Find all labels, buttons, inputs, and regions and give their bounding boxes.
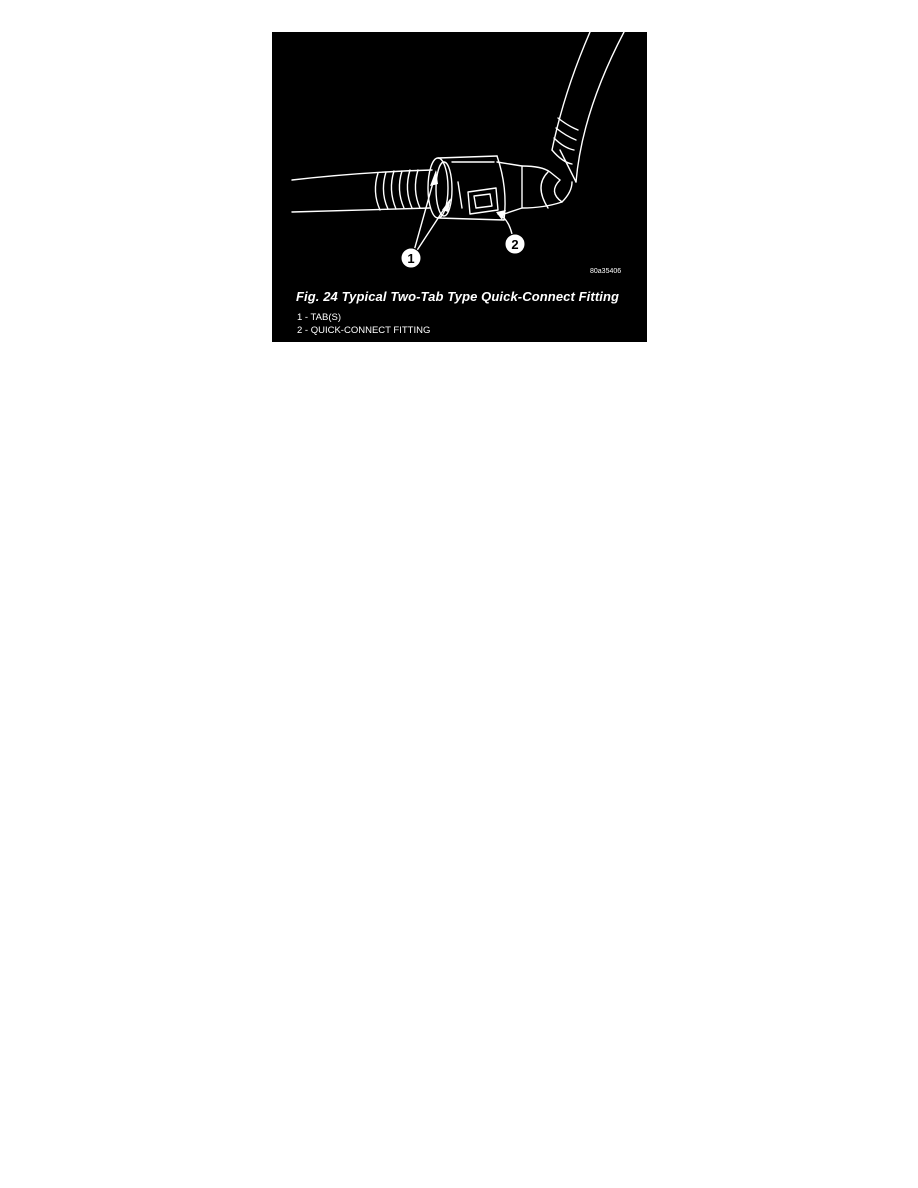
- drawing-code: 80a35406: [590, 268, 622, 275]
- figure-legend: [297, 311, 430, 337]
- callout-1-number: 1: [407, 251, 415, 266]
- figure-caption: Fig. 24 Typical Two-Tab Type Quick-Connect Fitting: [296, 289, 620, 304]
- legend-item: 2 - QUICK-CONNECT FITTING: [297, 325, 431, 336]
- left-tube: [292, 170, 432, 180]
- arrowhead-1a: [430, 170, 438, 186]
- callout-2-number: 2: [511, 237, 519, 252]
- tab-window: [468, 188, 498, 214]
- callout-1: [401, 248, 421, 268]
- figure-panel: [272, 32, 647, 342]
- elbow-connector: [522, 166, 560, 180]
- callout-2: [505, 234, 525, 254]
- legend-item: 1 - TAB(S): [297, 312, 341, 323]
